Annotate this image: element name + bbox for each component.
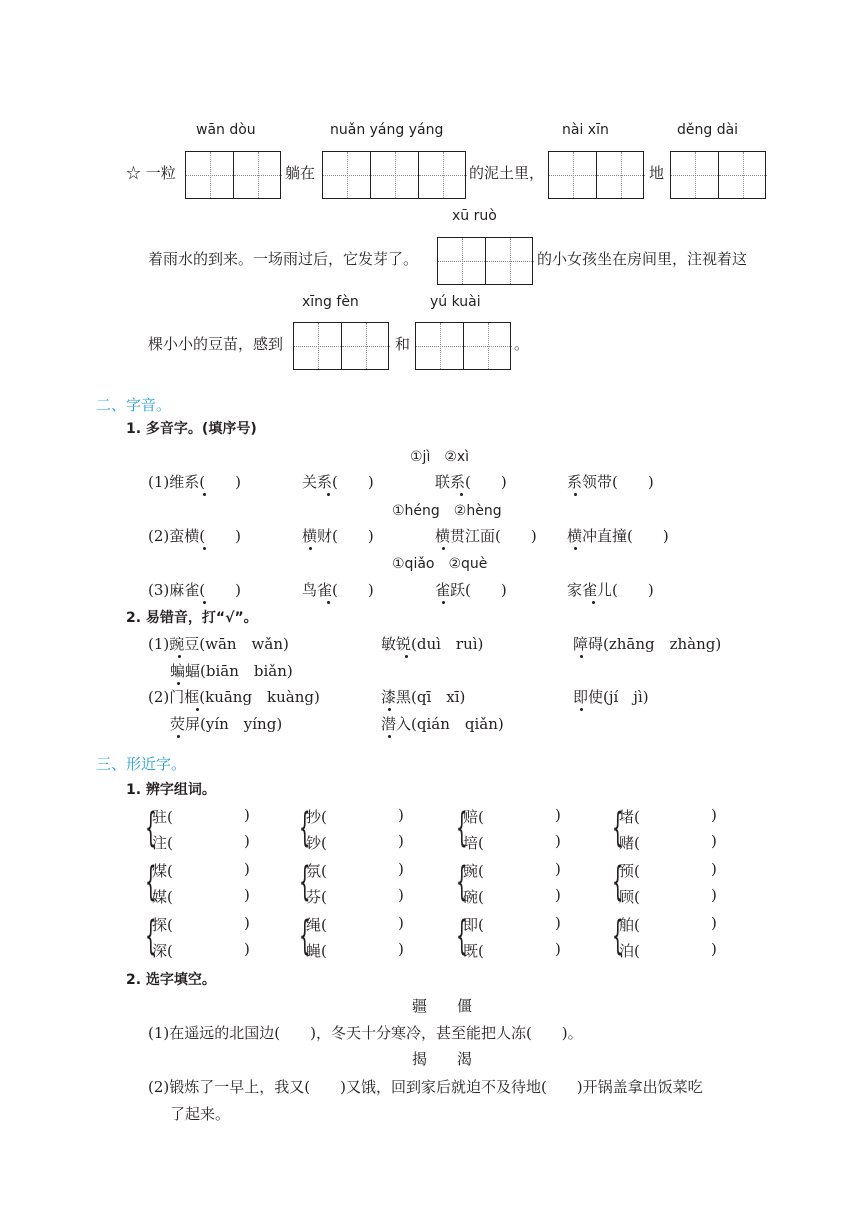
word-pair-char: 深( xyxy=(152,942,173,960)
brace-icon: { xyxy=(145,805,157,851)
answer-grid-nuanyangyang[interactable] xyxy=(322,151,466,199)
word-pair-char: 泊( xyxy=(619,942,640,960)
brace-icon: { xyxy=(299,805,311,851)
s2-q1-row3-item2: 鸟雀( ) xyxy=(302,581,374,599)
s2-q1-options-3: ①qiǎo ②què xyxy=(392,556,488,572)
s3-q1-title: 1. 辨字组词。 xyxy=(126,782,216,798)
s3-q2-sentence-2b: 了起来。 xyxy=(170,1105,231,1123)
s2-q2-row2-item1: (2)门框(kuāng kuàng) xyxy=(148,688,320,706)
pinyin-xingfen: xīng fèn xyxy=(302,294,359,310)
line3-text1: 棵小小的豆苗，感到 xyxy=(148,335,284,353)
word-pair-char: 钞( xyxy=(306,834,327,852)
brace-icon: { xyxy=(456,913,468,959)
answer-blank-close[interactable]: ) xyxy=(711,886,717,904)
emphasis-dot xyxy=(580,708,583,711)
answer-grid-xuruo[interactable] xyxy=(437,237,533,285)
emphasis-dot xyxy=(574,493,577,496)
s2-q1-row3-item3: 雀跃( ) xyxy=(435,581,507,599)
word-pair-char: 绳( xyxy=(306,916,327,934)
brace-icon: { xyxy=(299,913,311,959)
word-pair-char: 芬( xyxy=(306,888,327,906)
s2-q1-row3-item4: 家雀儿( ) xyxy=(567,581,654,599)
emphasis-dot xyxy=(177,682,180,685)
section3-title: 三、形近字。 xyxy=(96,755,187,773)
emphasis-dot xyxy=(203,493,206,496)
emphasis-dot xyxy=(388,708,391,711)
answer-blank-close[interactable]: ) xyxy=(711,860,717,878)
s2-q1-title: 1. 多音字。(填序号) xyxy=(126,421,257,437)
word-pair-char: 探( xyxy=(152,916,173,934)
emphasis-dot xyxy=(442,547,445,550)
word-pair-char: 煤( xyxy=(152,862,173,880)
line2-text2: 的小女孩坐在房间里，注视着这 xyxy=(537,250,748,268)
pinyin-yukuai: yú kuài xyxy=(430,294,481,310)
word-pair-char: 豌( xyxy=(463,862,484,880)
brace-icon: { xyxy=(145,913,157,959)
emphasis-dot xyxy=(592,601,595,604)
s2-q1-options-1: ①jì ②xì xyxy=(410,449,470,465)
brace-icon: { xyxy=(299,859,311,905)
answer-blank-close[interactable]: ) xyxy=(398,806,404,824)
word-pair-char: 舶( xyxy=(619,916,640,934)
emphasis-dot xyxy=(203,547,206,550)
word-pair-char: 赔( xyxy=(463,808,484,826)
answer-blank-close[interactable]: ) xyxy=(244,860,250,878)
word-pair-char: 赌( xyxy=(619,834,640,852)
s2-q2-row1b: 蝙蝠(biān biǎn) xyxy=(170,662,293,680)
answer-blank-close[interactable]: ) xyxy=(398,886,404,904)
pinyin-xuruo: xū ruò xyxy=(452,208,497,224)
emphasis-dot xyxy=(405,655,408,658)
answer-blank-close[interactable]: ) xyxy=(555,886,561,904)
emphasis-dot xyxy=(327,493,330,496)
s2-q1-row3-item1: (3)麻雀( ) xyxy=(148,581,241,599)
word-pair-char: 预( xyxy=(619,862,640,880)
brace-icon: { xyxy=(612,859,624,905)
word-pair-char: 顾( xyxy=(619,888,640,906)
emphasis-dot xyxy=(203,601,206,604)
emphasis-dot xyxy=(177,735,180,738)
s2-q2-row2b-item1: 荧屏(yín yíng) xyxy=(170,715,283,733)
brace-icon: { xyxy=(145,859,157,905)
s2-q2-row1-item1: (1)豌豆(wān wǎn) xyxy=(148,635,289,653)
brace-icon: { xyxy=(612,805,624,851)
answer-blank-close[interactable]: ) xyxy=(244,806,250,824)
answer-blank-close[interactable]: ) xyxy=(711,940,717,958)
word-pair-char: 既( xyxy=(463,942,484,960)
word-pair-char: 抄( xyxy=(306,808,327,826)
answer-blank-close[interactable]: ) xyxy=(398,832,404,850)
line1-text4: 地 xyxy=(649,164,665,182)
answer-blank-close[interactable]: ) xyxy=(244,832,250,850)
line3-text2: 和 xyxy=(395,335,411,353)
s2-q2-row2-item3: 即使(jí jì) xyxy=(573,688,649,706)
line2-text1: 着雨水的到来。一场雨过后，它发芽了。 xyxy=(148,250,419,268)
s2-q2-title: 2. 易错音，打“√”。 xyxy=(126,610,258,626)
brace-icon: { xyxy=(456,859,468,905)
answer-grid-wandou[interactable] xyxy=(185,151,281,199)
s2-q1-row2-item4: 横冲直撞( ) xyxy=(567,527,669,545)
answer-blank-close[interactable]: ) xyxy=(711,806,717,824)
answer-blank-close[interactable]: ) xyxy=(555,860,561,878)
answer-blank-close[interactable]: ) xyxy=(244,914,250,932)
emphasis-dot xyxy=(196,708,199,711)
emphasis-dot xyxy=(327,601,330,604)
answer-grid-naixin[interactable] xyxy=(548,151,644,199)
pinyin-dengdai: děng dài xyxy=(677,122,739,138)
word-pair-char: 注( xyxy=(152,834,173,852)
word-pair-char: 驻( xyxy=(152,808,173,826)
word-pair-char: 即( xyxy=(463,916,484,934)
answer-grid-yukuai[interactable] xyxy=(415,322,511,370)
pinyin-naixin: nài xīn xyxy=(562,122,609,138)
answer-blank-close[interactable]: ) xyxy=(398,860,404,878)
emphasis-dot xyxy=(388,735,391,738)
answer-blank-close[interactable]: ) xyxy=(711,914,717,932)
s2-q1-row2-item1: (2)蛮横( ) xyxy=(148,527,241,545)
answer-blank-close[interactable]: ) xyxy=(555,940,561,958)
emphasis-dot xyxy=(442,601,445,604)
s3-q2-sentence-1: (1)在遥远的北国边( )，冬天十分寒冷，甚至能把人冻( )。 xyxy=(148,1024,583,1042)
s2-q2-row2b-item2: 潜入(qián qiǎn) xyxy=(381,715,504,733)
s2-q1-row1-item2: 关系( ) xyxy=(302,473,374,491)
answer-grid-xingfen[interactable] xyxy=(293,322,389,370)
s2-q2-row2-item2: 漆黑(qī xī) xyxy=(381,688,466,706)
brace-icon: { xyxy=(456,805,468,851)
line3-text3: 。 xyxy=(514,335,530,353)
word-pair-char: 碗( xyxy=(463,888,484,906)
emphasis-dot xyxy=(580,655,583,658)
emphasis-dot xyxy=(574,547,577,550)
word-pair-char: 堵( xyxy=(619,808,640,826)
s2-q2-row1-item3: 障碍(zhāng zhàng) xyxy=(573,635,722,653)
s3-q2-options-2: 揭 渴 xyxy=(412,1050,473,1068)
emphasis-dot xyxy=(309,547,312,550)
answer-blank-close[interactable]: ) xyxy=(244,886,250,904)
answer-blank-close[interactable]: ) xyxy=(244,940,250,958)
word-pair-char: 蝇( xyxy=(306,942,327,960)
answer-grid-dengdai[interactable] xyxy=(670,151,766,199)
word-pair-char: 氛( xyxy=(306,862,327,880)
line1-text2: 躺在 xyxy=(285,164,316,182)
s2-q1-row1-item3: 联系( ) xyxy=(435,473,507,491)
s2-q1-row2-item3: 横贯江面( ) xyxy=(435,527,537,545)
answer-blank-close[interactable]: ) xyxy=(555,806,561,824)
section2-title: 二、字音。 xyxy=(96,396,172,414)
s3-q2-title: 2. 选字填空。 xyxy=(126,972,216,988)
line1-prefix: ☆ 一粒 xyxy=(126,164,176,182)
s2-q1-row1-item1: (1)维系( ) xyxy=(148,473,241,491)
word-pair-char: 培( xyxy=(463,834,484,852)
emphasis-dot xyxy=(178,655,181,658)
emphasis-dot xyxy=(460,493,463,496)
pinyin-nuanyangyang: nuǎn yáng yáng xyxy=(330,122,444,138)
answer-blank-close[interactable]: ) xyxy=(398,914,404,932)
line1-text3: 的泥土里， xyxy=(469,164,545,182)
s3-q2-sentence-2a: (2)锻炼了一早上，我又( )又饿，回到家后就迫不及待地( )开锅盖拿出饭菜吃 xyxy=(148,1078,703,1096)
answer-blank-close[interactable]: ) xyxy=(555,914,561,932)
answer-blank-close[interactable]: ) xyxy=(555,832,561,850)
word-pair-char: 媒( xyxy=(152,888,173,906)
s2-q2-row1-item2: 敏锐(duì ruì) xyxy=(381,635,484,653)
s2-q1-row2-item2: 横财( ) xyxy=(302,527,374,545)
s2-q1-row1-item4: 系领带( ) xyxy=(567,473,654,491)
answer-blank-close[interactable]: ) xyxy=(711,832,717,850)
pinyin-wandou: wān dòu xyxy=(196,122,256,138)
brace-icon: { xyxy=(612,913,624,959)
s3-q2-options-1: 疆 僵 xyxy=(412,997,473,1015)
answer-blank-close[interactable]: ) xyxy=(398,940,404,958)
s2-q1-options-2: ①héng ②hèng xyxy=(392,503,502,519)
